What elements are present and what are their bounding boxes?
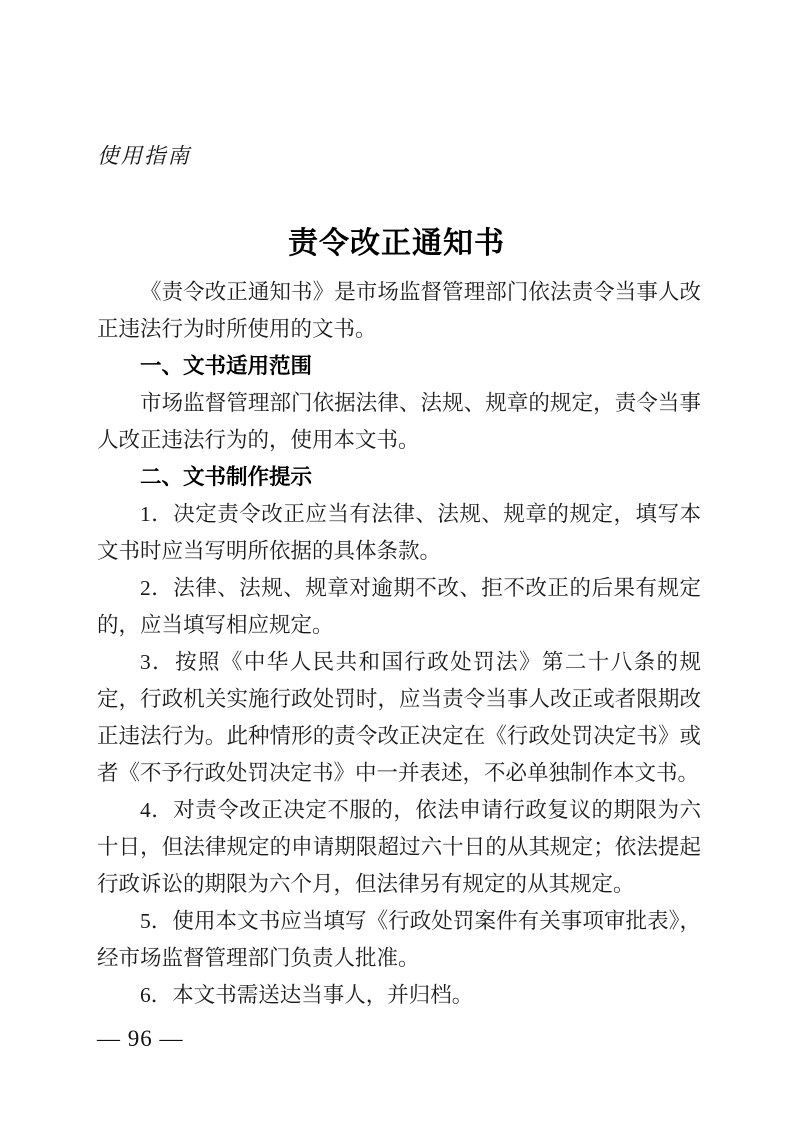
section-2-item-5: 5．使用本文书应当填写《行政处罚案件有关事项审批表》，经市场监督管理部门负责人批准。 (97, 909, 701, 970)
section-2-item-4: 4．对责令改正决定不服的，依法申请行政复议的期限为六十日，但法律规定的申请期限超过六十日的从其规定；依法提起行政诉讼的期限为六个月，但法律另有规定的从其规定。 (97, 798, 701, 896)
section-2-item-3: 3．按照《中华人民共和国行政处罚法》第二十八条的规定，行政机关实施行政处罚时，应当责令当事人改正或者限期改正违法行为。此种情形的责令改正决定在《行政处罚决定书》或者《不予行政处罚决定书》中一并表述，不必单独制作本文书。 (97, 650, 701, 785)
page-number: — 96 — (97, 1026, 184, 1051)
section-1-paragraph: 市场监督管理部门依据法律、法规、规章的规定，责令当事人改正违法行为的，使用本文书。 (97, 391, 701, 452)
section-2-item-2: 2．法律、法规、规章对逾期不改、拒不改正的后果有规定的，应当填写相应规定。 (97, 576, 701, 637)
document-body (97, 274, 701, 1014)
document-title: 责令改正通知书 (288, 227, 505, 261)
section-1-heading: 一、文书适用范围 (140, 354, 313, 378)
section-2-heading: 二、文书制作提示 (140, 465, 313, 489)
section-2-item-1: 1．决定责令改正应当有法律、法规、规章的规定，填写本文书时应当写明所依据的具体条款。 (97, 502, 701, 563)
intro-paragraph: 《责令改正通知书》是市场监督管理部门依法责令当事人改正违法行为时所使用的文书。 (97, 280, 701, 341)
guide-label: 使用指南 (97, 144, 192, 168)
section-2-item-6: 6．本文书需送达当事人，并归档。 (140, 983, 474, 1007)
